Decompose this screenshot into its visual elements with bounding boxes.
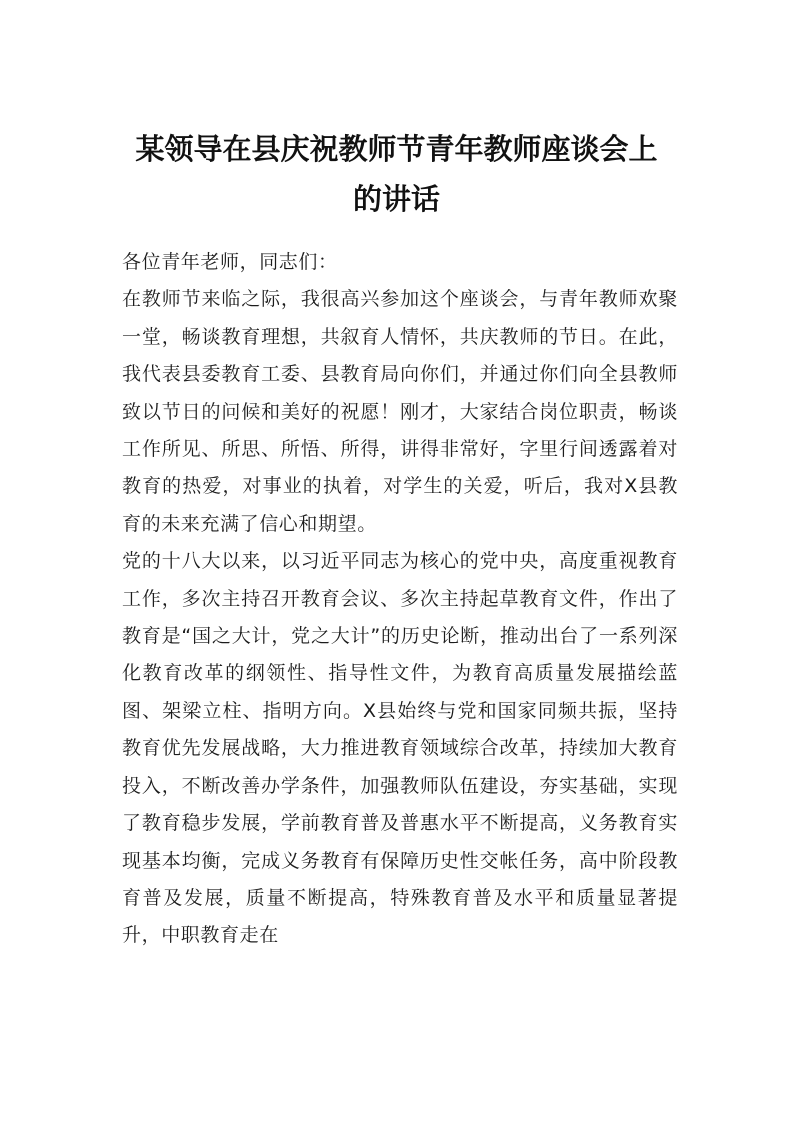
title-line-2: 的讲话 <box>352 182 440 216</box>
salutation: 各位青年老师，同志们： <box>122 251 338 273</box>
title-line-1: 某领导在县庆祝教师节青年教师座谈会上 <box>135 132 658 166</box>
paragraph-2: 党的十八大以来，以习近平同志为核心的党中央，高度重视教育工作，多次主持召开教育会议、多次主持起草教育文件，作出了教育是“国之大计，党之大计”的历史论断，推动出台了一系列深化教育改革的纲领性、指导性文件，为教育高质量发展描绘蓝图、架梁立柱、指明方向。X县始终与党和国家同频共振，坚持教育优先发展战略，大力推进教育领域综合改革，持续加大教育投入，不断改善办学条件，加强教师队伍建设，夯实基础，实现了教育稳步发展，学前教育普及普惠水平不断提高，义务教育实现基本均衡，完成义务教育有保障历史性交帐任务，高中阶段教育普及发展，质量不断提高，特殊教育普及水平和质量显著提升，中职教育走在 <box>122 550 678 947</box>
paragraph-1: 在教师节来临之际，我很高兴参加这个座谈会，与青年教师欢聚一堂，畅谈教育理想，共叙育人情怀，共庆教师的节日。在此，我代表县委教育工委、县教育局向你们，并通过你们向全县教师致以节日的问候和美好的祝愿！刚才，大家结合岗位职责，畅谈工作所见、所思、所悟、所得，讲得非常好，字里行间透露着对教育的热爱，对事业的执着，对学生的关爱，听后，我对X县教育的未来充满了信心和期望。 <box>122 288 678 535</box>
document-title <box>100 124 693 224</box>
document-body <box>122 244 678 955</box>
